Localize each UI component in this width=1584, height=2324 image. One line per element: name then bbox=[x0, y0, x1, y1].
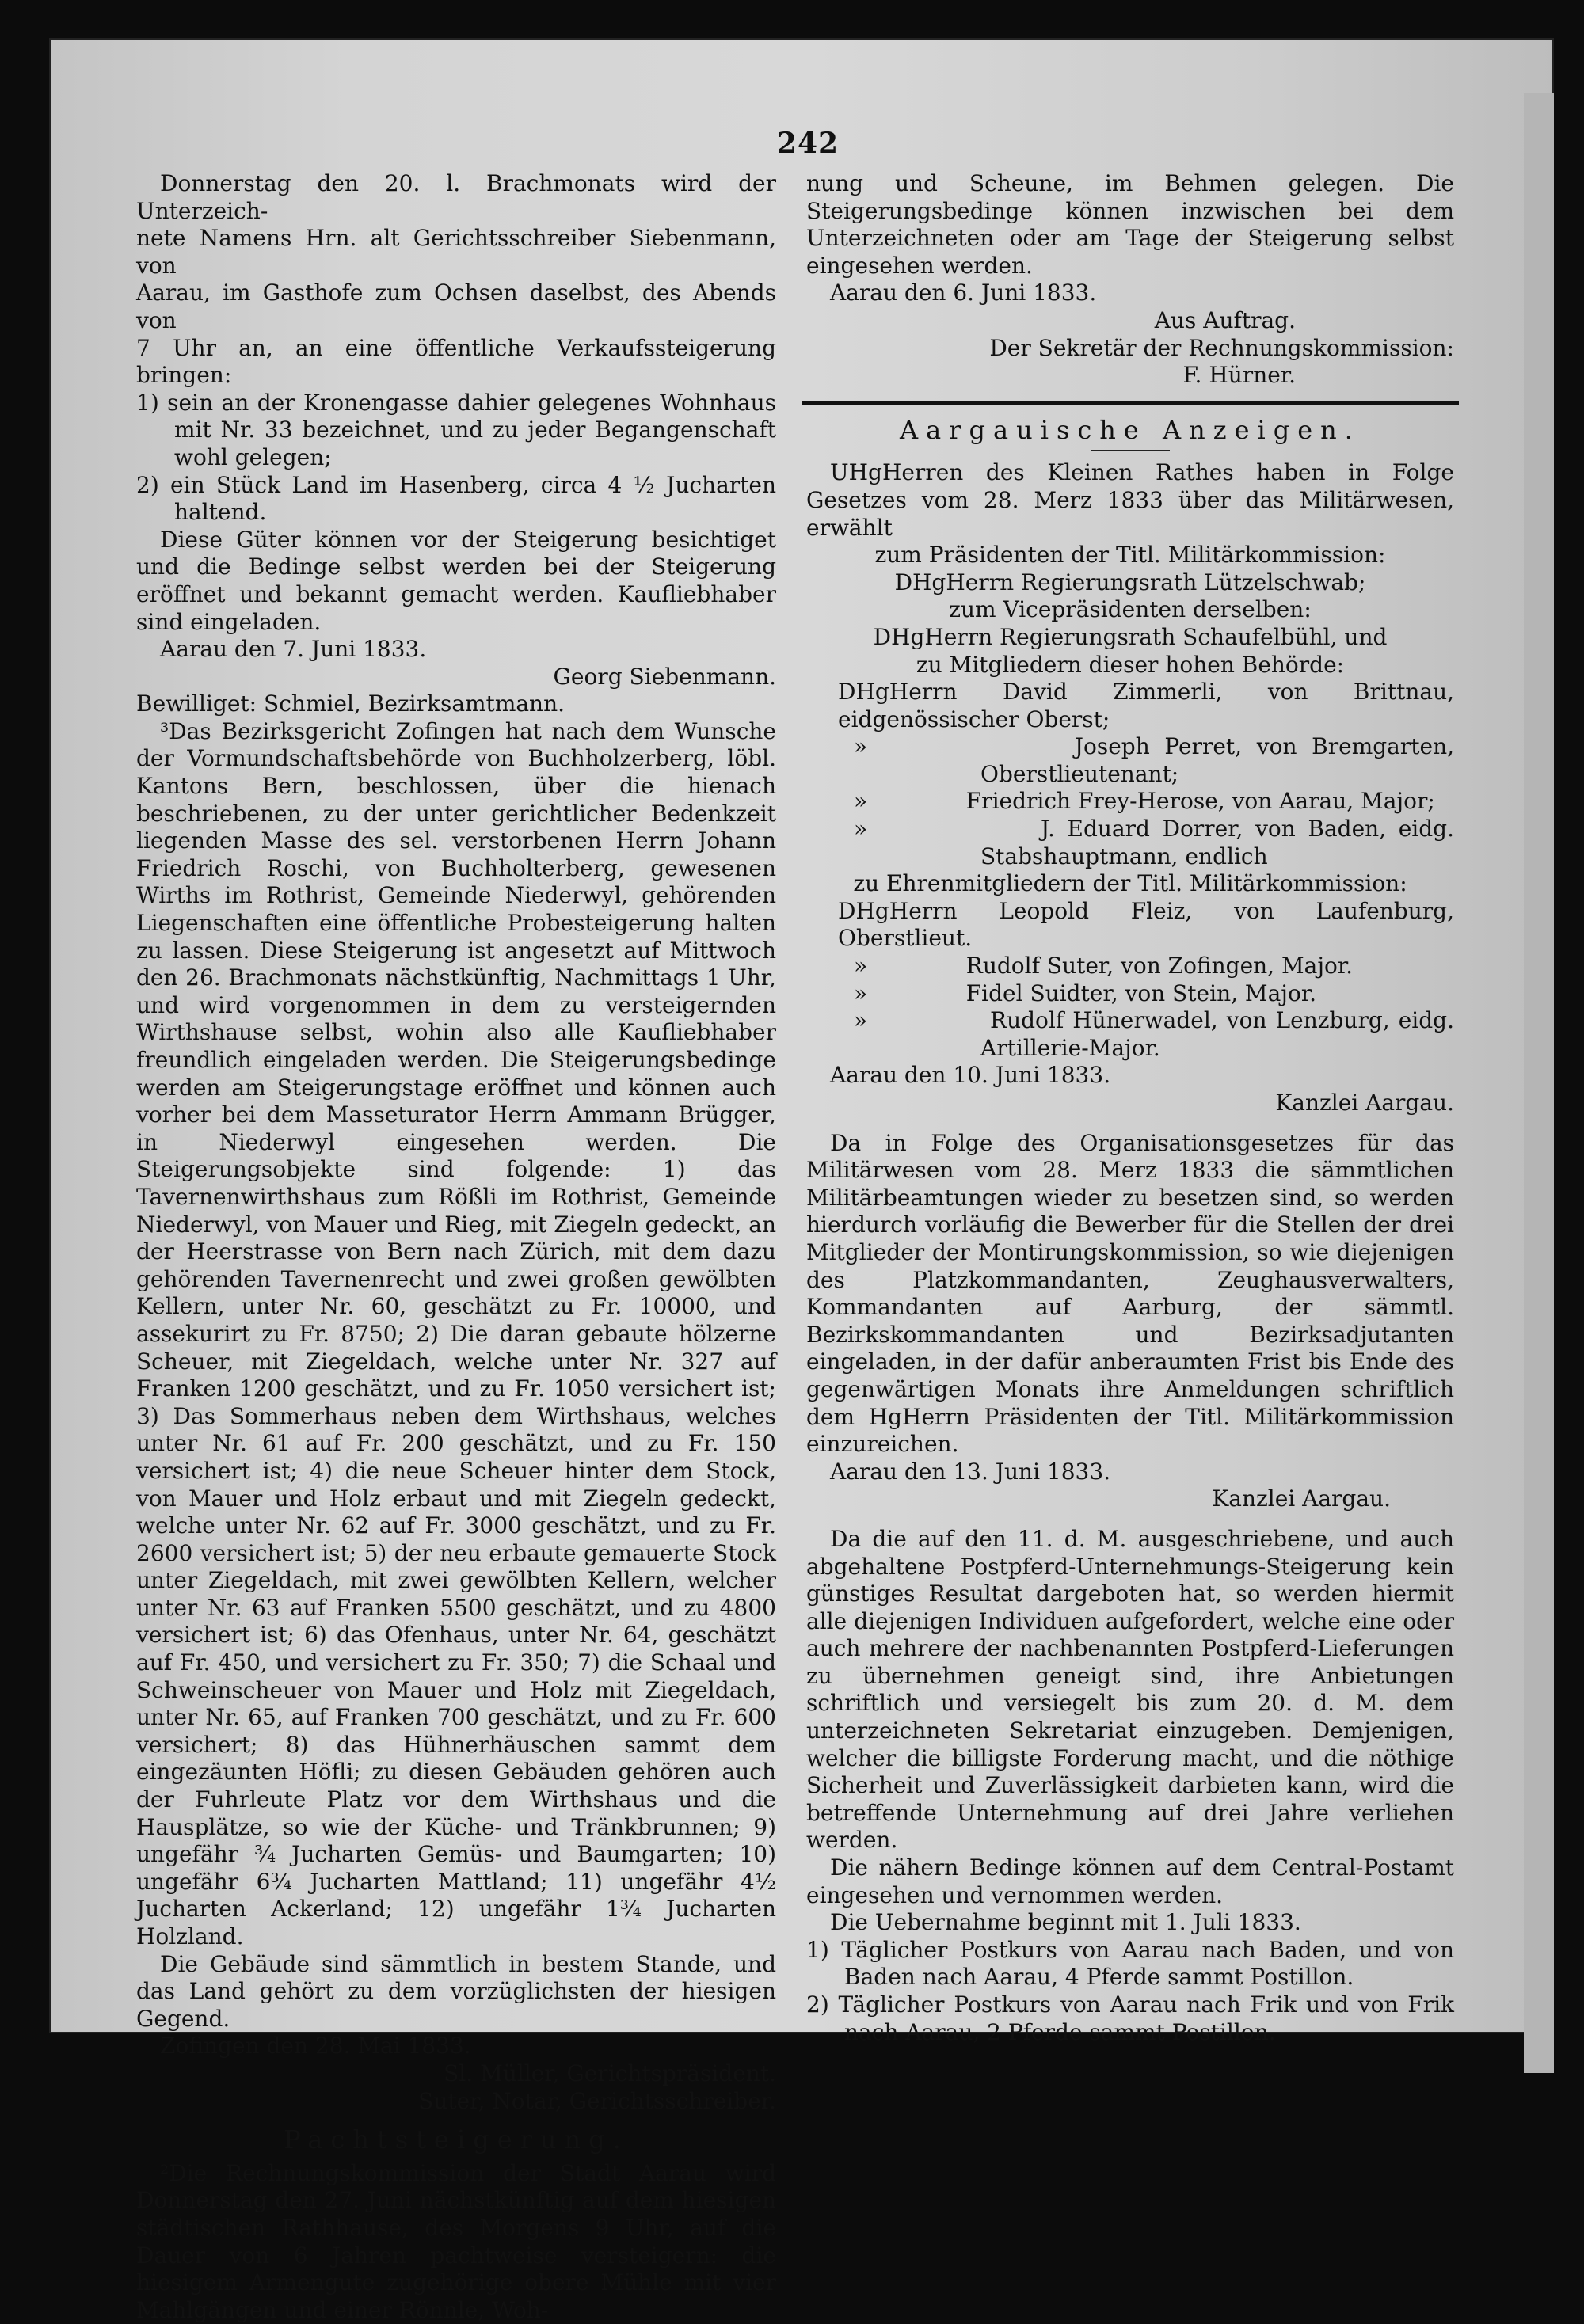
notice-military-posts: Da in Folge des Organisationsgesetzes für das Militärwesen vom 28. Merz 1833 die sämmtlichen Militärbeamtungen wieder zu besetzen sind, so werden hierdurch vorläufig die Bewerber für die Stellen der drei Mitglieder der Montirungskommission, so wie diejenigen des Platzkommandanten, Zeughausverwalters, Kommandanten auf Aarburg, der sämmtl. Bezirkskommandanten und Bezirksadjutanten eingeladen, in der dafür anberaumten Frist bis Ende des gegenwärtigen Monats ihre Anmeldungen schriftlich dem HgHerrn Präsidenten der Titl. Militärkommission einzureichen. bbox=[806, 1129, 1454, 1458]
paragraph-conditions: Diese Güter können vor der Steigerung besichtiget und die Bedinge selbst werden bei der Steigerung eröffnet und bekannt gemacht werden. Kaufliebhaber sind eingeladen. bbox=[136, 526, 776, 635]
dateline: Aarau den 13. Juni 1833. bbox=[830, 1458, 1111, 1485]
label-vice-president: zum Vicepräsidenten derselben: bbox=[949, 596, 1312, 623]
member-entry: DHgHerrn David Zimmerli, von Brittnau, eidgenössischer Oberst; bbox=[838, 679, 1454, 732]
notice-mill-lease-continued: nung und Scheune, im Behmen gelegen. Die Steigerungsbedinge können inzwischen bei dem Unterzeichneten oder am Tage der Steigerung selbst eingesehen werden. bbox=[806, 170, 1454, 279]
member-text: J. Eduard Dorrer, von Baden, eidg. Stabshauptmann, endlich bbox=[980, 816, 1455, 869]
paragraph-buildings-state: Die Gebäude sind sämmtlich in bestem Stande, und das Land gehört zu dem vorzüglichsten der hiesigen Gegend. bbox=[136, 1950, 776, 2032]
spacer bbox=[806, 1117, 1454, 1130]
heading-underline bbox=[1091, 450, 1170, 451]
dateline: Aarau den 7. Juni 1833. bbox=[160, 636, 427, 663]
list-item-land: 2) ein Stück Land im Hasenberg, circa 4 ½ Jucharten haltend. bbox=[136, 471, 776, 526]
signature: F. Hürner. bbox=[1182, 362, 1296, 389]
approval-line: Bewilliget: Schmiel, Bezirksamtmann. bbox=[136, 690, 565, 717]
ditto-mark: » bbox=[854, 733, 868, 760]
list-item-house: 1) sein an der Kronengasse dahier gelegenes Wohnhaus mit Nr. 33 bezeichnet, und zu jeder Begangenschaft wohl gelegen; bbox=[136, 389, 776, 470]
member-text: Rudolf Suter, von Zofingen, Major. bbox=[965, 953, 1354, 979]
notice-zofingen-auction: ³Das Bezirksgericht Zofingen hat nach dem Wunsche der Vormundschaftsbehörde von Buchholzerberg, löbl. Kantons Bern, beschlossen, über die hienach beschriebenen, zu der unter gerichtlicher Bedenkzeit liegenden Masse des sel. verstorbenen Herrn Johann Friedrich Roschi, von Buchholterberg, gewesenen Wirths im Rothrist, Gemeinde Niederwyl, gehörenden Liegenschaften eine öffentliche Probesteigerung halten zu lassen. Diese Steigerung ist angesetzt auf Mittwoch den 26. Brachmonats nächstkünftig, Nachmittags 1 Uhr, und wird vorgenommen in dem zu versteigernden Wirthshause selbst, wohin also alle Kaufliebhaber freundlich eingeladen werden. Die Steigerungsbedinge werden am Steigerungstage eröffnet und können auch vorher bei dem Masseturator Herrn Ammann Brügger, in Niederwyl eingesehen werden. Die Steigerungsobjekte sind folgende: 1) das Tavernenwirthshaus zum Rößli im Rothrist, Gemeinde Niederwyl, von Mauer und Rieg, mit Ziegeln gedeckt, an der Heerstrasse von Bern nach Zürich, mit dem dazu gehörenden Tavernenrecht und zwei großen gewölbten Kellern, unter Nr. 60, geschätzt zu Fr. 10000, und assekurirt zu Fr. 8750; 2) Die daran gebaute hölzerne Scheuer, mit Ziegeldach, welche unter Nr. 327 auf Franken 1200 geschätzt, und zu Fr. 1050 versichert ist; 3) Das Sommerhaus neben dem Wirthshaus, welches unter Nr. 61 auf Fr. 200 geschätzt, und zu Fr. 150 versichert ist; 4) die neue Scheuer hinter dem Stock, von Mauer und Holz erbaut und mit Ziegeln gedeckt, welche unter Nr. 62 auf Fr. 3000 geschätzt, und zu Fr. 2600 versichert ist; 5) der neu erbaute gemauerte Stock unter Ziegeldach, mit zwei gewölbten Kellern, welcher unter Nr. 63 auf Franken 5500 geschätzt, und zu 4800 versichert ist; 6) das Ofenhaus, unter Nr. 64, geschätzt auf Fr. 450, und versichert zu Fr. 350; 7) die Schaal und Schweinscheuer von Mauer und Holz mit Ziegeldach, unter Nr. 65, auf Franken 700 geschätzt, und zu Fr. 600 versichert; 8) das Hühnerhäuschen sammt dem eingezäunten Höfli; zu diesen Gebäuden gehören auch der Fuhrleute Platz vor dem Wirthshaus und die Hausplätze, so wie der Küche- und Tränkbrunnen; 9) ungefähr ¾ Jucharten Gemüs- und Baumgarten; 10) ungefähr 6¾ Jucharten Mattland; 11) ungefähr 4½ Jucharten Ackerland; 12) ungefähr 1¾ Jucharten Holzland. bbox=[136, 717, 776, 1949]
member-entry bbox=[806, 816, 1454, 870]
honorary-member-entry bbox=[806, 953, 1454, 980]
member-text: Friedrich Frey-Herose, von Aarau, Major; bbox=[965, 788, 1435, 815]
dateline: Zofingen den 28. Mai 1833. bbox=[160, 2033, 471, 2060]
page-number: 242 bbox=[776, 127, 840, 160]
section-heading-aargauische-anzeigen: Aargauische Anzeigen. bbox=[900, 414, 1361, 445]
signature-kanzlei: Kanzlei Aargau. bbox=[1275, 1090, 1454, 1116]
notice-siebenmann-line-1: Donnerstag den 20. l. Brachmonats wird der Unterzeich- bbox=[136, 170, 776, 224]
ditto-mark: » bbox=[854, 1007, 868, 1034]
vice-president-name: DHgHerrn Regierungsrath Schaufelbühl, und bbox=[873, 623, 1388, 650]
dateline: Aarau den 6. Juni 1833. bbox=[830, 280, 1097, 306]
page-edge-shadow bbox=[1524, 93, 1554, 2073]
label-president: zum Präsidenten der Titl. Militärkommission: bbox=[874, 542, 1386, 569]
dateline: Aarau den 10. Juni 1833. bbox=[830, 1062, 1111, 1089]
notice-siebenmann-line-3: Aarau, im Gasthofe zum Ochsen daselbst, des Abends von bbox=[136, 280, 776, 333]
member-text: Joseph Perret, von Bremgarten, Oberstlieutenant; bbox=[980, 733, 1454, 787]
right-column bbox=[806, 170, 1454, 2046]
paragraph-start-date: Die Uebernahme beginnt mit 1. Juli 1833. bbox=[830, 1909, 1301, 1936]
list-item-route-frik: 2) Täglicher Postkurs von Aarau nach Frik und von Frik nach Aarau, 2 Pferde sammt Postillon. bbox=[806, 1991, 1454, 2045]
honorary-member-entry bbox=[806, 1007, 1454, 1062]
notice-siebenmann-line-4: 7 Uhr an, an eine öffentliche Verkaufssteigerung bringen: bbox=[136, 334, 776, 389]
notice-siebenmann-line-2: nete Namens Hrn. alt Gerichtsschreiber Siebenmann, von bbox=[136, 225, 776, 279]
honorary-member-entry: DHgHerrn Leopold Fleiz, von Laufenburg, Oberstlieut. bbox=[838, 897, 1454, 952]
member-entry bbox=[806, 788, 1454, 816]
list-item-route-baden: 1) Täglicher Postkurs von Aarau nach Baden, und von Baden nach Aarau, 4 Pferde sammt Postillon. bbox=[806, 1936, 1454, 1991]
member-text: Rudolf Hünerwadel, von Lenzburg, eidg. Artillerie-Major. bbox=[980, 1007, 1454, 1061]
member-text: Fidel Suidter, von Stein, Major. bbox=[965, 979, 1317, 1006]
member-entry bbox=[806, 733, 1454, 788]
notice-post-horses: Da die auf den 11. d. M. ausgeschriebene, und auch abgehaltene Postpferd-Unternehmungs-Steigerung kein günstiges Resultat dargeboten hat, so werden hiermit alle diejenigen Individuen aufgefordert, welche eine oder auch mehrere der nachbenannten Postpferd-Lieferungen zu übernehmen geneigt sind, ihre Anbietungen schriftlich und versiegelt bis zum 20. d. M. dem unterzeichneten Sekretariat einzugeben. Demjenigen, welcher die billigste Forderung macht, und die nöthige Sicherheit und Zuverlässigkeit darbieten kann, wird die betreffende Unternehmung auf drei Jahre verliehen werden. bbox=[806, 1525, 1454, 1854]
notice-mill-lease: ²Die Rechnungskommission der Stadt Aarau wird Donnerstag den 27. Juni nächstkünftig auf dem hiesigen städtischen Rathhause, des Morgens 9 Uhr, auf die Dauer von 6 Jahren pachtweise versteigern: die hiesigem Armengute zugehörige obere Mühle mit vier Mahlgängen und einer Rönnle, Woh- bbox=[136, 2159, 776, 2323]
commission-line: Aus Auftrag. bbox=[1154, 306, 1296, 333]
secretary-line: Der Sekretär der Rechnungskommission: bbox=[989, 334, 1454, 361]
paragraph-election-intro: UHgHerren des Kleinen Rathes haben in Folge Gesetzes vom 28. Merz 1833 über das Militärwesen, erwählt bbox=[806, 459, 1454, 541]
label-members: zu Mitgliedern dieser hohen Behörde: bbox=[916, 651, 1345, 678]
ditto-mark: » bbox=[854, 979, 868, 1006]
signature-president: Sl. Müller, Gerichtspräsident. bbox=[444, 2060, 776, 2086]
ditto-mark: » bbox=[854, 788, 868, 815]
president-name: DHgHerrn Regierungsrath Lützelschwab; bbox=[894, 569, 1366, 595]
label-honorary-members: zu Ehrenmitgliedern der Titl. Militärkommission: bbox=[853, 870, 1407, 897]
honorary-member-entry bbox=[806, 980, 1454, 1008]
section-divider bbox=[802, 401, 1459, 405]
signature-kanzlei: Kanzlei Aargau. bbox=[1212, 1485, 1391, 1512]
signature-notary: Suter, Notar, Gerichtsschreiber. bbox=[418, 2087, 776, 2114]
signature: Georg Siebenmann. bbox=[553, 663, 776, 690]
paragraph-conditions: Die nähern Bedinge können auf dem Central-Postamt eingesehen und vernommen werden. bbox=[806, 1854, 1454, 1908]
left-column bbox=[136, 170, 776, 2324]
spacer bbox=[806, 1513, 1454, 1526]
ditto-mark: » bbox=[854, 816, 868, 842]
ditto-mark: » bbox=[854, 953, 868, 979]
section-heading-pachtsteigerung: Pachtsteigerung. bbox=[284, 2124, 629, 2155]
